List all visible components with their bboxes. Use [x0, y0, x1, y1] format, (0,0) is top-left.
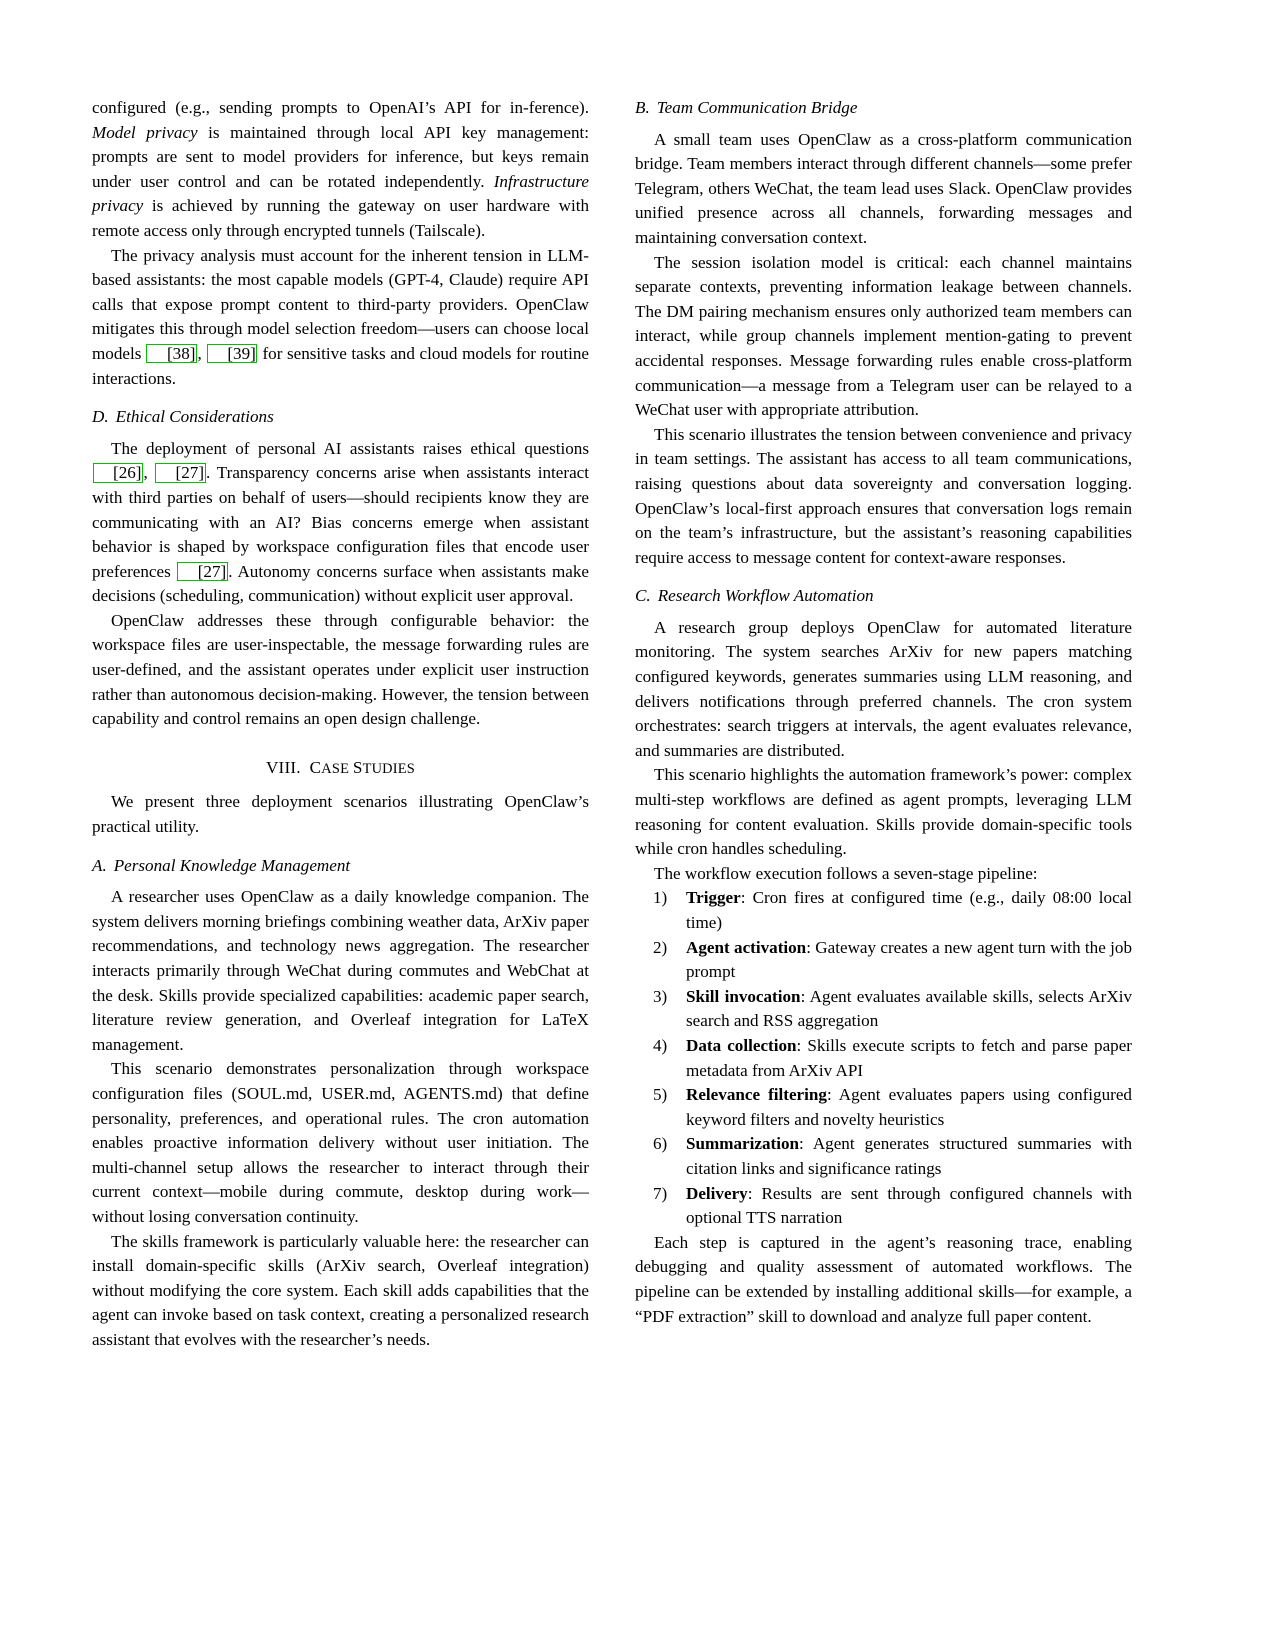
step-text: : Skills execute scripts to fetch and parse paper metadata from ArXiv API: [686, 1035, 1132, 1080]
step-term: Delivery: [686, 1183, 748, 1203]
step-text: : Cron fires at configured time (e.g., daily 08:00 local time): [686, 888, 1132, 932]
subsection-label: A.: [92, 855, 107, 875]
text-run: is achieved by running the gateway on user hardware with remote access only through encrypted tunnels (Tailscale).: [92, 196, 589, 240]
subsection-label: C.: [635, 586, 651, 606]
subsection-heading-team-communication-bridge: [635, 96, 1132, 121]
citation-link-39[interactable]: [39]: [207, 344, 257, 363]
paragraph-team-1: A small team uses OpenClaw as a cross-platform communication bridge. Team members interact through different channels—some prefer Telegram, others WeChat, the team lead uses Slack. OpenClaw provides unified presence across all channels, forwarding messages and maintaining conversation context.: [635, 129, 1132, 247]
step-term: Trigger: [686, 888, 741, 908]
paragraph-privacy-continued: [92, 96, 589, 244]
section-title: CASE STUDIES: [309, 757, 415, 777]
text-run: The privacy analysis must account for the inherent tension in LLM-based assistants: the most capable models (GPT-4, Claude) require API calls that expose prompt content to third-party providers. OpenClaw mitigates this through model selection freedom—users can choose local models: [92, 245, 589, 363]
step-text: : Results are sent through configured channels with optional TTS narration: [686, 1183, 1132, 1228]
citation-link-27[interactable]: [27]: [155, 463, 205, 482]
section-heading-case-studies: [92, 756, 589, 782]
step-term: Skill invocation: [686, 986, 801, 1006]
list-item: [635, 936, 1132, 985]
paragraph-team-2: The session isolation model is critical: each channel maintains separate contexts, preventing information leakage between channels. The DM pairing mechanism ensures only authorized team members can interact, while group channels implement mention-gating to prevent accidental responses. Message forwarding rules enable cross-platform communication—a message from a Telegram user can be relayed to a WeChat user with appropriate attribution.: [635, 252, 1132, 420]
section-number: VIII.: [266, 757, 301, 777]
subsection-title: Personal Knowledge Management: [113, 855, 351, 875]
paragraph-personal-1: A researcher uses OpenClaw as a daily knowledge companion. The system delivers morning briefings combining weather data, ArXiv paper recommendations, and technology news aggregation. The researcher interacts primarily through WeChat during commutes and WebChat at the desk. Skills provide specialized capabilities: academic paper search, literature review generation, and Overleaf integration for LaTeX management.: [92, 887, 589, 1054]
citation-link-27b[interactable]: [27]: [177, 562, 227, 581]
list-item: [635, 1034, 1132, 1083]
paragraph-case-intro: We present three deployment scenarios illustrating OpenClaw’s practical utility.: [92, 792, 589, 837]
list-item: [635, 985, 1132, 1034]
step-term: Agent activation: [686, 937, 807, 957]
citation-link-26[interactable]: [26]: [93, 463, 143, 482]
paragraph-ethical-2: OpenClaw addresses these through configurable behavior: the workspace files are user-inspectable, the message forwarding rules are user-defined, and the assistant operates under explicit user instruction rather than autonomous decision-making. However, the tension between capability and control remains an open design challenge.: [92, 610, 589, 729]
text-run: configured (e.g., sending prompts to OpenAI’s API for in-ference).: [92, 98, 589, 117]
paragraph-personal-3: The skills framework is particularly valuable here: the researcher can install domain-specific skills (ArXiv search, Overleaf integration) without modifying the core system. Each skill adds capabilities that the agent can invoke based on task context, creating a personalized research assistant that evolves with the researcher’s needs.: [92, 1231, 589, 1349]
step-term: Summarization: [686, 1134, 800, 1154]
paragraph-personal-2: This scenario demonstrates personalization through workspace configuration files (SOUL.md, USER.md, AGENTS.md) that define personality, preferences, and operational rules. The cron automation enables proactive information delivery without user initiation. The multi-channel setup allows the researcher to interact through their current context—mobile during commute, desktop during work—without losing conversation continuity.: [92, 1059, 589, 1226]
text-run: is maintained through local API key management: prompts are sent to model providers for inference, but keys remain under user control and can be rotated independently.: [92, 122, 589, 191]
subsection-heading-ethical-considerations: [92, 405, 589, 430]
paragraph-privacy-tension: [92, 244, 589, 392]
list-item: [635, 1083, 1132, 1132]
paragraph-pipeline-lead: The workflow execution follows a seven-stage pipeline:: [654, 863, 1038, 883]
subsection-label: B.: [635, 98, 650, 117]
subsection-heading-research-workflow-automation: [635, 584, 1132, 609]
left-column: [92, 96, 589, 1550]
subsection-heading-personal-knowledge-management: [92, 854, 589, 879]
text-run: for sensitive tasks and cloud models for routine interactions.: [92, 343, 590, 388]
step-text: : Agent generates structured summaries with citation links and significance ratings: [686, 1134, 1132, 1178]
list-item: [635, 1182, 1132, 1231]
subsection-label: D.: [92, 407, 109, 427]
citation-link-38[interactable]: [38]: [146, 344, 196, 363]
step-text: : Agent evaluates papers using configured keyword filters and novelty heuristics: [686, 1085, 1132, 1129]
subsection-title: Research Workflow Automation: [657, 586, 874, 606]
list-item: [635, 886, 1132, 935]
subsection-title: Ethical Considerations: [115, 407, 274, 427]
right-column: [635, 96, 1132, 1550]
pipeline-step-list: [635, 886, 1132, 1230]
paragraph-closing: Each step is captured in the agent’s reasoning trace, enabling debugging and quality assessment of automated workflows. The pipeline can be extended by installing additional skills—for example, a “PDF extraction” skill to download and analyze full paper content.: [635, 1232, 1132, 1326]
paragraph-research-2: This scenario highlights the automation framework’s power: complex multi-step workflows are defined as agent prompts, leveraging LLM reasoning for content evaluation. Skills provide domain-specific tools while cron handles scheduling.: [635, 765, 1132, 859]
subsection-title: Team Communication Bridge: [656, 98, 858, 117]
two-column-layout: [92, 96, 1130, 1550]
step-text: : Gateway creates a new agent turn with the job prompt: [686, 937, 1132, 982]
step-term: Relevance filtering: [686, 1085, 827, 1105]
text-run: . Autonomy concerns surface when assistants make decisions (scheduling, communication) without explicit user approval.: [92, 561, 589, 606]
step-term: Data collection: [686, 1035, 797, 1055]
text-run: ,: [143, 463, 155, 483]
text-run: The deployment of personal AI assistants raises ethical questions: [111, 438, 589, 458]
paragraph-ethical-1: [92, 437, 589, 609]
emphasis-model-privacy: Model privacy: [92, 122, 198, 142]
step-text: : Agent evaluates available skills, selects ArXiv search and RSS aggregation: [686, 986, 1132, 1031]
text-run: . Transparency concerns arise when assistants interact with third parties on behalf of users—should recipients know they are communicating with an AI? Bias concerns emerge when assistant behavior is shaped by workspace configuration files that encode user preferences: [92, 463, 589, 581]
list-item: [635, 1132, 1132, 1181]
paragraph-research-1: A research group deploys OpenClaw for automated literature monitoring. The system searches ArXiv for new papers matching configured keywords, generates summaries using LLM reasoning, and delivers notifications through preferred channels. The cron system orchestrates: search triggers at intervals, the agent evaluates relevance, and summaries are distributed.: [635, 617, 1132, 760]
text-run: ,: [197, 343, 207, 363]
paragraph-team-3: This scenario illustrates the tension between convenience and privacy in team settings. The assistant has access to all team communications, raising questions about data sovereignty and conversation logging. OpenClaw’s local-first approach ensures that conversation logs remain on the team’s infrastructure, but the assistant’s reasoning capabilities require access to message content for context-aware responses.: [635, 424, 1132, 567]
emphasis-infrastructure-privacy: Infrastructure privacy: [92, 171, 589, 216]
